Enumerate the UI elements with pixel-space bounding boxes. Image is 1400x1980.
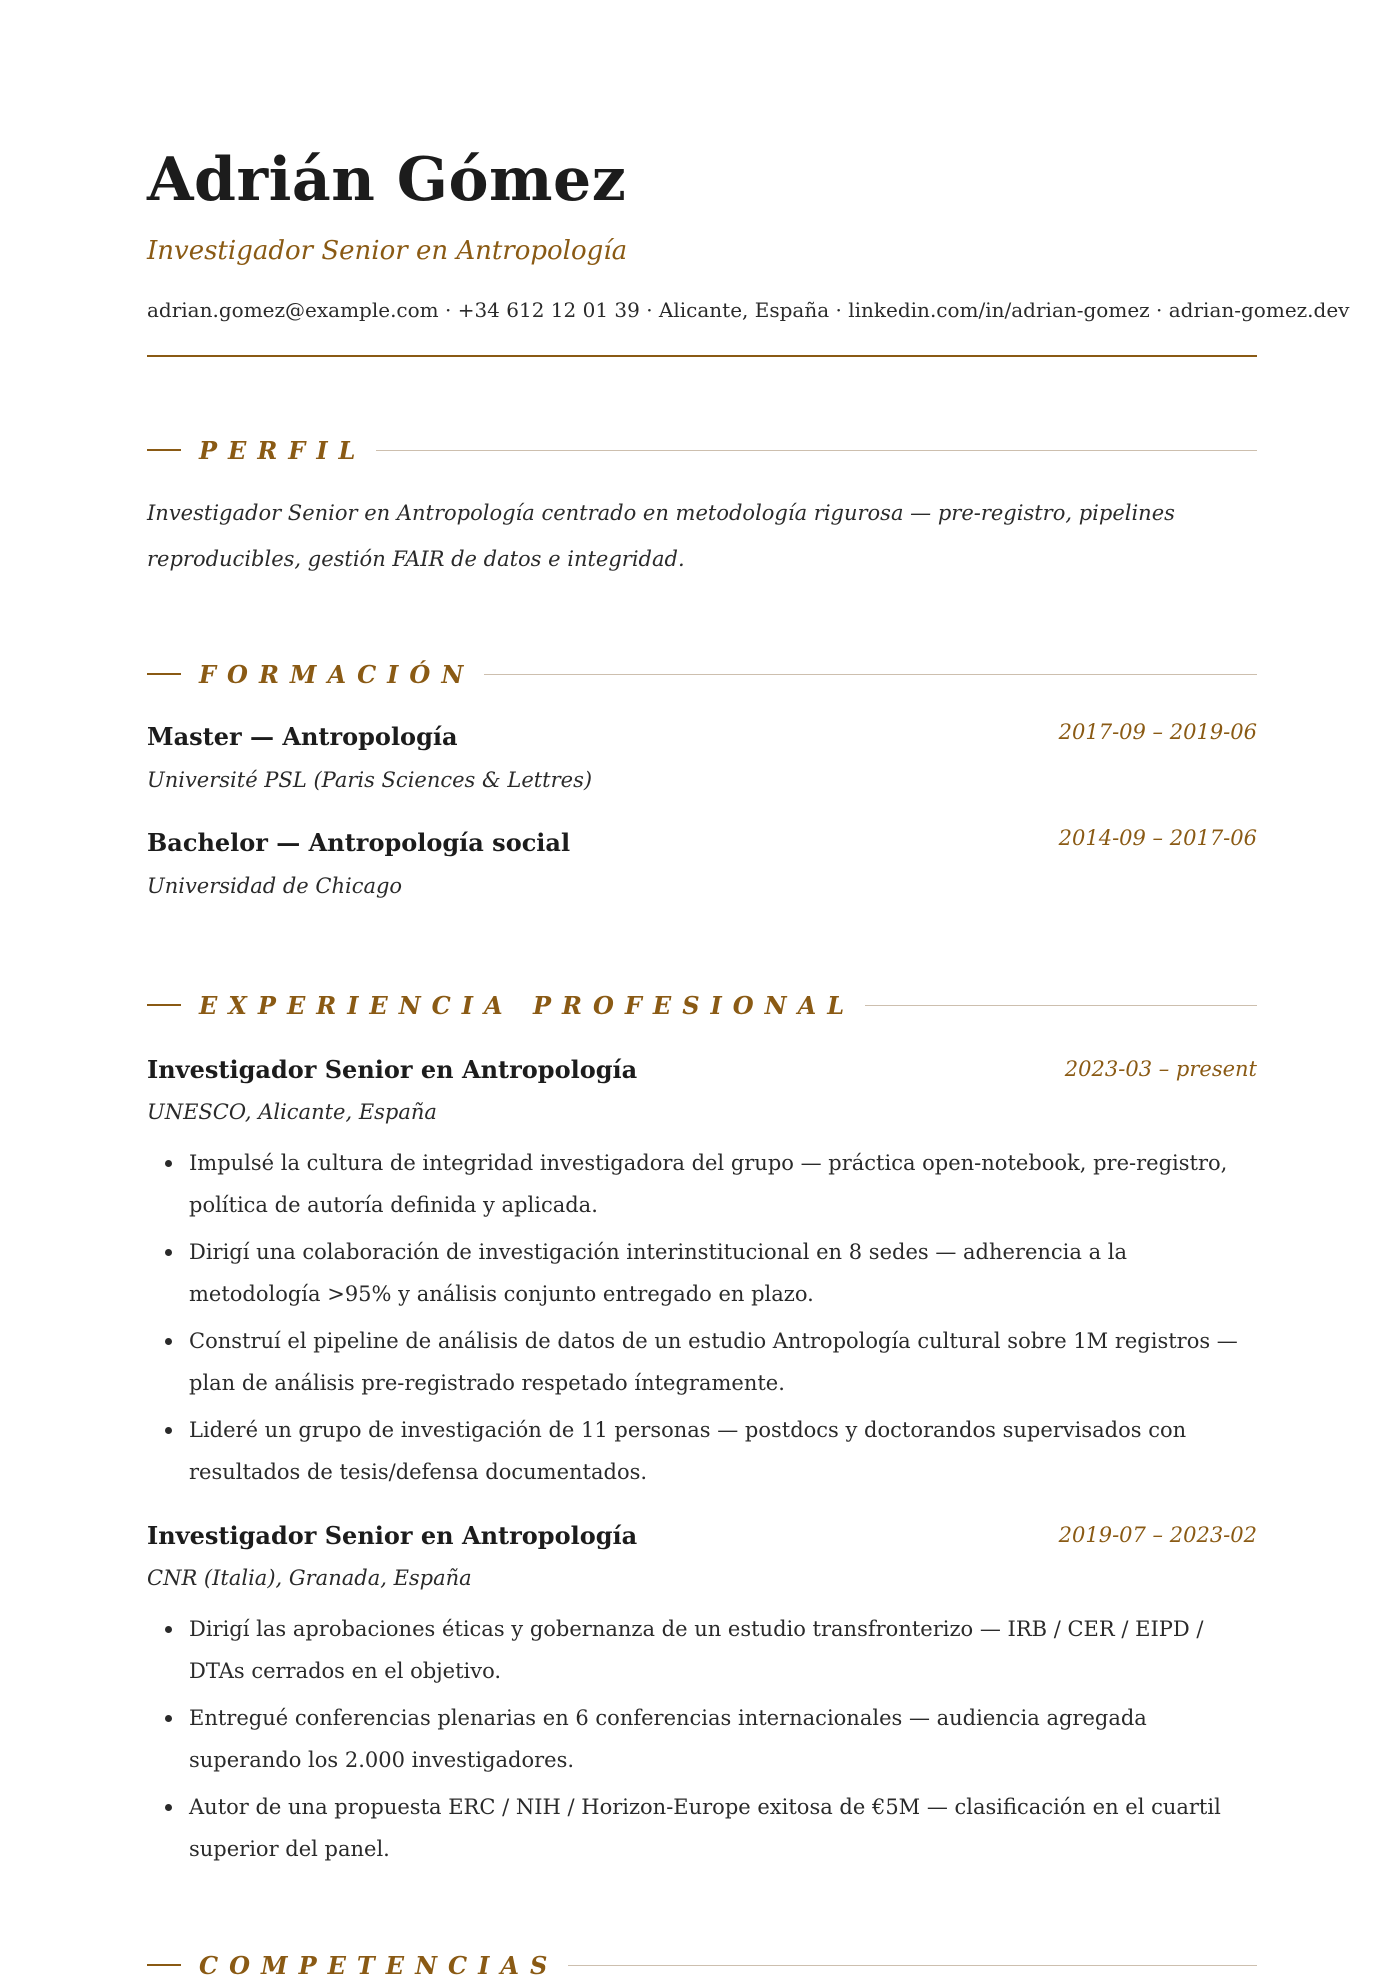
education-institution: Universidad de Chicago [147, 874, 403, 898]
education-dates: 2017-09 – 2019-06 [1058, 720, 1257, 744]
job-title: Investigador Senior en Antropología [147, 1521, 638, 1550]
education-title: Bachelor — Antropología social [147, 828, 571, 857]
heading-rule [484, 674, 1257, 675]
job-dates: 2023-03 – present [1064, 1057, 1257, 1081]
candidate-role: Investigador Senior en Antropología [147, 236, 628, 266]
achievement-item: Dirigí las aprobaciones éticas y gobernanza de un estudio transfronterizo — IRB / CER / EIPD / DTAs cerrados en el objetivo. [189, 1608, 1257, 1692]
header-divider [147, 355, 1257, 357]
achievement-item: Autor de una propuesta ERC / NIH / Horizon-Europe exitosa de €5M — clasificación en el cuartil superior del panel. [189, 1786, 1257, 1870]
education-dates: 2014-09 – 2017-06 [1058, 826, 1257, 850]
candidate-name: Adrián Gómez [147, 145, 627, 215]
section-heading-education [147, 659, 1257, 689]
heading-dash [147, 1004, 181, 1006]
job-dates: 2019-07 – 2023-02 [1058, 1523, 1257, 1547]
achievement-item: Impulsé la cultura de integridad investigadora del grupo — práctica open-notebook, pre-registro, política de autoría definida y aplicada. [189, 1142, 1257, 1226]
section-label: COMPETENCIAS [199, 1950, 559, 1980]
achievement-item: Dirigí una colaboración de investigación interinstitucional en 8 sedes — adherencia a la metodología >95% y análisis conjunto entregado en plazo. [189, 1231, 1257, 1315]
job-title: Investigador Senior en Antropología [147, 1055, 638, 1084]
section-label: EXPERIENCIA PROFESIONAL [199, 990, 856, 1020]
profile-summary: Investigador Senior en Antropología centrado en metodología rigurosa — pre-registro, pipelines reproducibles, gestión FAIR de datos e integridad. [147, 501, 1175, 571]
achievement-item: Lideré un grupo de investigación de 11 personas — postdocs y doctorandos supervisados con resultados de tesis/defensa documentados. [189, 1409, 1257, 1493]
heading-dash [147, 449, 181, 451]
heading-dash [147, 1964, 181, 1966]
heading-rule [865, 1005, 1257, 1006]
section-label: FORMACIÓN [199, 659, 475, 689]
job-achievements [147, 1608, 1257, 1875]
section-label: PERFIL [199, 435, 367, 465]
job-organization: UNESCO, Alicante, España [147, 1100, 437, 1124]
section-heading-experience [147, 990, 1257, 1020]
achievement-item: Entregué conferencias plenarias en 6 conferencias internacionales — audiencia agregada superando los 2.000 investigadores. [189, 1697, 1257, 1781]
contact-line: adrian.gomez@example.com · +34 612 12 01 39 · Alicante, España · linkedin.com/in/adrian-gomez · adrian-gomez.dev [147, 298, 1350, 322]
section-heading-profile [147, 435, 1257, 465]
heading-rule [376, 450, 1257, 451]
achievement-item: Construí el pipeline de análisis de datos de un estudio Antropología cultural sobre 1M registros — plan de análisis pre-registrado respetado íntegramente. [189, 1320, 1257, 1404]
heading-dash [147, 673, 181, 675]
job-achievements [147, 1142, 1257, 1498]
job-organization: CNR (Italia), Granada, España [147, 1566, 472, 1590]
heading-rule [568, 1965, 1257, 1966]
education-title: Master — Antropología [147, 722, 458, 751]
section-heading-skills [147, 1950, 1257, 1980]
education-institution: Université PSL (Paris Sciences & Lettres) [147, 768, 593, 792]
